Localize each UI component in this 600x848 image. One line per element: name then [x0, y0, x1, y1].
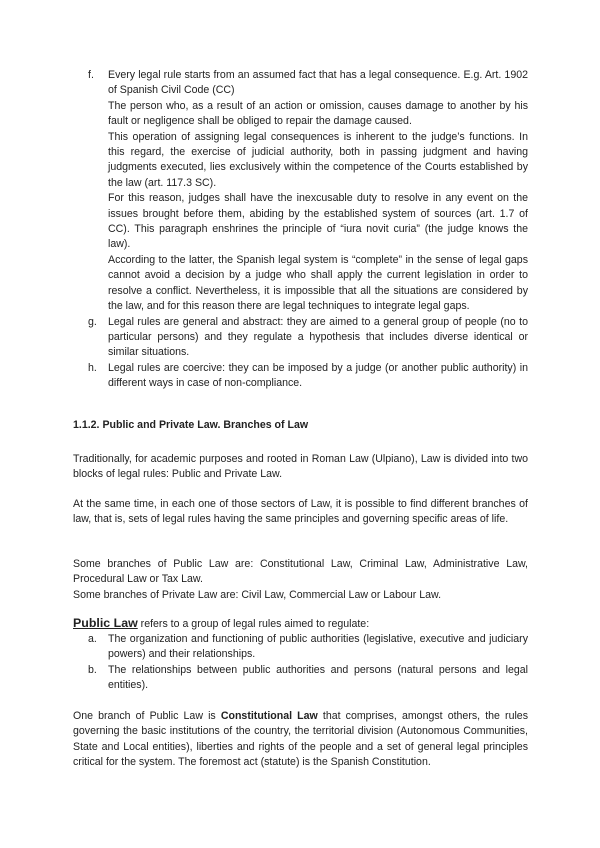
constitutional-law-term: Constitutional Law: [220, 710, 318, 722]
list-item-a: [88, 632, 528, 663]
text-segment: One branch of Public Law is: [73, 710, 221, 722]
paragraph-constitutional-law: [73, 709, 528, 771]
public-law-scope-list: [88, 632, 528, 694]
text-segment: that comprises, amongst others, the rules governing the basic institutions of the country, the territorial division (Autonomous Communities, State and Local entities), liberties and rights of the people and a set of general legal principles critical for the system. The foremost act (statute) is the Spanish Constitution.: [73, 710, 528, 769]
list-marker: a.: [88, 633, 97, 645]
paragraph-public-branches: Some branches of Public Law are: Constitutional Law, Criminal Law, Administrative Law, Procedural Law or Tax Law.: [73, 558, 528, 586]
paragraph: Legal rules are general and abstract: they are aimed to a general group of people (no to particular persons) and they regulate a hypothesis that includes diverse identical or similar situations.: [108, 315, 528, 359]
list-marker: b.: [88, 663, 97, 676]
branches-block: [73, 557, 528, 603]
list-marker: f.: [88, 69, 94, 81]
paragraph-traditionally: Traditionally, for academic purposes and rooted in Roman Law (Ulpiano), Law is divided into two blocks of legal rules: Public and Private Law.: [73, 453, 528, 481]
paragraph: Every legal rule starts from an assumed fact that has a legal consequence. E.g. Art. 1902 of Spanish Civil Code (CC): [108, 69, 528, 97]
paragraph: The relationships between public authorities and persons (natural persons and legal entities).: [108, 663, 528, 692]
paragraph: Legal rules are coercive: they can be imposed by a judge (or another public authority) in different ways in case of non-compliance.: [108, 361, 528, 390]
paragraph: The person who, as a result of an action or omission, causes damage to another by his fault or negligence shall be obliged to repair the damage caused.: [108, 99, 528, 128]
paragraph-private-branches: Some branches of Private Law are: Civil Law, Commercial Law or Labour Law.: [73, 588, 442, 601]
list-item-g: [88, 315, 528, 361]
paragraph: For this reason, judges shall have the inexcusable duty to resolve in any event on the issues brought before them, abiding by the established system of sources (art. 1.7 of CC). This paragraph enshrines the principle of “iura novit curia” (the judge knows the law).: [108, 192, 528, 251]
public-law-term: Public Law: [73, 616, 138, 630]
paragraph: This operation of assigning legal consequences is inherent to the judge’s functions. In this regard, the exercise of judicial authority, both in passing judgment and having judgments executed, lies exclusively within the competence of the Courts established by the law (art. 117.3 SC).: [108, 130, 528, 189]
list-marker: h.: [88, 361, 97, 374]
public-law-definition: refers to a group of legal rules aimed to regulate:: [137, 618, 370, 630]
paragraph: According to the latter, the Spanish legal system is “complete” in the sense of legal gaps cannot avoid a decision by a judge who shall apply the current legislation in order to resolve a conflict. Nevertheless, it is impossible that all the situations are considered by the law, and for this reason there are legal techniques to integrate legal gaps.: [108, 253, 528, 313]
paragraph-public-law: [73, 616, 528, 632]
list-item-b: [88, 663, 528, 694]
list-item-h: [88, 361, 528, 392]
legal-rule-features-list: [88, 68, 528, 392]
list-item-f: [88, 68, 528, 315]
paragraph: The organization and functioning of public authorities (legislative, executive and judiciary powers) and their relationships.: [108, 633, 528, 661]
section-heading: 1.1.2. Public and Private Law. Branches of Law: [73, 419, 309, 431]
list-marker: g.: [88, 315, 97, 328]
paragraph-same-time: At the same time, in each one of those sectors of Law, it is possible to find different branches of law, that is, sets of legal rules having the same principles and governing specific areas of life.: [73, 498, 528, 526]
